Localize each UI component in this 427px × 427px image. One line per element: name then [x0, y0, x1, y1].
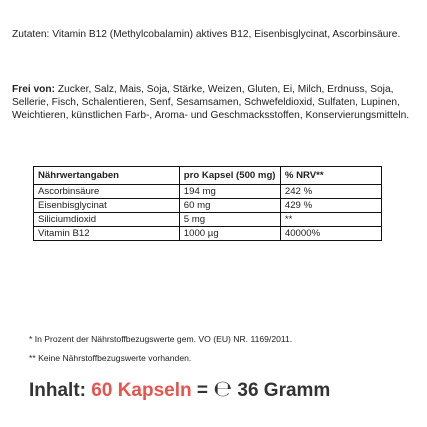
table-cell: ** — [280, 213, 381, 227]
free-from-text — [12, 83, 417, 122]
content-weight: 36 Gramm — [237, 380, 331, 401]
table-header-row — [34, 167, 382, 185]
table-cell: 40000% — [280, 227, 381, 241]
table-cell: 242 % — [280, 185, 381, 199]
header-nutrition: Nährwertangaben — [34, 167, 180, 185]
capsule-count: 60 Kapseln — [91, 380, 192, 401]
table-row — [34, 227, 382, 241]
free-from-list: Zucker, Salz, Mais, Soja, Stärke, Weizen, Gluten, Ei, Milch, Erdnuss, Soja, Sellerie, Fisch, Schalentieren, Senf, Sesamsamen, Schwefeldioxid, Sulfaten, Lupinen, Weichtieren, künstlichen Farb-, Aroma- und Geschmacksstoffen, Konservierungsmitteln. — [12, 84, 410, 121]
nutrition-table — [33, 166, 382, 241]
ingredients-list: Vitamin B12 (Methylcobalamin) aktives B12, Eisenbisglycinat, Ascorbinsäure. — [52, 29, 401, 40]
table-cell: 60 mg — [179, 199, 280, 213]
header-per-capsule: pro Kapsel (500 mg) — [179, 167, 280, 185]
table-row — [34, 185, 382, 199]
table-cell: Ascorbinsäure — [34, 185, 180, 199]
table-cell: 5 mg — [179, 213, 280, 227]
estimated-sign-icon: ℮ — [213, 377, 233, 402]
table-cell: Vitamin B12 — [34, 227, 180, 241]
table-row — [34, 213, 382, 227]
table-cell: 429 % — [280, 199, 381, 213]
footnote-no-nrv: ** Keine Nährstoffbezugswerte vorhanden. — [29, 353, 192, 363]
equals-sign: = — [196, 380, 208, 401]
header-nrv: % NRV** — [280, 167, 381, 185]
free-from-label: Frei von: — [12, 84, 56, 95]
table-cell: Eisenbisglycinat — [34, 199, 180, 213]
table-cell: 1000 µg — [179, 227, 280, 241]
ingredients-label: Zutaten: — [12, 29, 50, 40]
table-cell: 194 mg — [179, 185, 280, 199]
content-label: Inhalt: — [29, 380, 86, 401]
table-row — [34, 199, 382, 213]
ingredients-text — [12, 28, 417, 41]
content-line — [29, 377, 330, 402]
footnote-nrv: * In Prozent der Nährstoffbezugswerte gem. VO (EU) NR. 1169/2011. — [29, 334, 293, 344]
table-cell: Siliciumdioxid — [34, 213, 180, 227]
